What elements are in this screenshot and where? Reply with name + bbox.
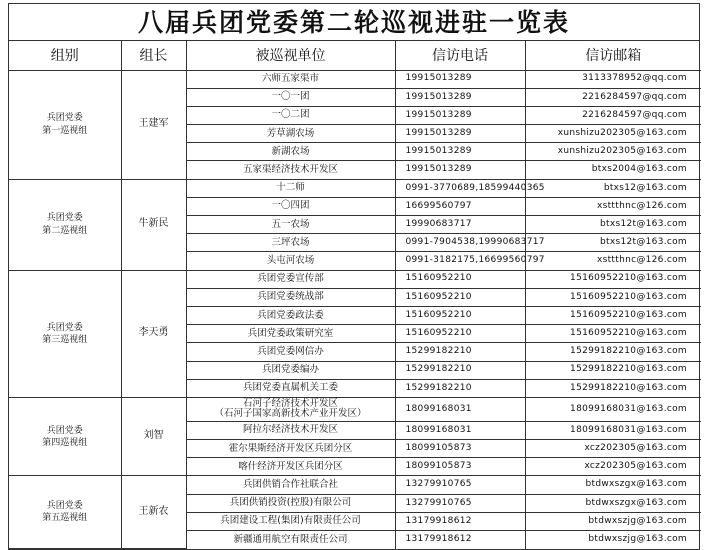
hotline-phone-cell: 16699560797 bbox=[395, 197, 525, 215]
inspected-unit-cell bbox=[186, 70, 395, 88]
group-name-line2: 第四巡视组 bbox=[42, 437, 88, 448]
hotline-phone-cell: 15160952210 bbox=[395, 325, 525, 343]
inspected-unit-cell bbox=[186, 88, 395, 106]
inspected-unit-name: 阿拉尔经济技术开发区 bbox=[242, 424, 338, 436]
group-name-cell bbox=[9, 270, 121, 397]
table-header-row bbox=[9, 41, 701, 70]
hotline-phone-cell: 19915013289 bbox=[395, 88, 525, 106]
inspected-unit-name: 兵团党委网信办 bbox=[257, 345, 324, 357]
hotline-phone-cell: 13279910765 bbox=[395, 476, 525, 494]
inspected-unit-cell bbox=[186, 379, 395, 397]
hotline-email-cell: btxs12t@163.com bbox=[525, 216, 701, 234]
hotline-phone-cell: 15160952210 bbox=[395, 306, 525, 324]
table-row bbox=[9, 70, 701, 88]
hotline-phone-cell: 19915013289 bbox=[395, 125, 525, 143]
inspected-unit-cell bbox=[186, 125, 395, 143]
group-leader-cell: 王建军 bbox=[121, 70, 186, 179]
hotline-phone-cell: 18099105873 bbox=[395, 440, 525, 458]
hotline-phone-cell: 0991-3182175,16699560797 bbox=[395, 252, 525, 270]
hotline-phone-cell: 18099168031 bbox=[395, 421, 525, 439]
inspected-unit-name: 石河子经济技术开发区 bbox=[242, 398, 338, 410]
hotline-email-cell: xcz202305@163.com bbox=[525, 440, 701, 458]
hotline-email-cell: 15160952210@163.com bbox=[525, 325, 701, 343]
group-leader-cell: 王新农 bbox=[121, 476, 186, 549]
hotline-email-cell: 15160952210@163.com bbox=[525, 306, 701, 324]
group-name-line2: 第五巡视组 bbox=[42, 513, 88, 524]
inspected-unit-name: 五家渠经济技术开发区 bbox=[242, 164, 338, 176]
hotline-phone-cell: 15160952210 bbox=[395, 270, 525, 288]
header-leader: 组长 bbox=[121, 41, 186, 70]
inspected-unit-name: 一〇二团 bbox=[271, 109, 310, 121]
hotline-email-cell: xsttthnc@126.com bbox=[525, 252, 701, 270]
inspected-unit-cell bbox=[186, 476, 395, 494]
group-leader-cell: 李天勇 bbox=[121, 270, 186, 397]
table-row bbox=[9, 179, 701, 197]
hotline-email-cell: 15299182210@163.com bbox=[525, 379, 701, 397]
group-name-line1: 兵团党委 bbox=[46, 113, 83, 124]
hotline-phone-cell: 18099105873 bbox=[395, 458, 525, 476]
inspected-unit-cell bbox=[186, 161, 395, 179]
hotline-email-cell: xsttthnc@126.com bbox=[525, 197, 701, 215]
inspected-unit-name: 新疆通用航空有限责任公司 bbox=[233, 533, 348, 545]
hotline-phone-cell: 13179918612 bbox=[395, 531, 525, 549]
group-name-line1: 兵团党委 bbox=[46, 322, 83, 333]
inspected-unit-name: 五一农场 bbox=[271, 218, 310, 230]
hotline-phone-cell: 0991-3770689,18599440365 bbox=[395, 179, 525, 197]
inspected-unit-cell bbox=[186, 397, 395, 421]
hotline-phone-cell: 18099168031 bbox=[395, 397, 525, 421]
hotline-phone-cell: 15299182210 bbox=[395, 379, 525, 397]
inspected-unit-cell bbox=[186, 458, 395, 476]
group-name-cell bbox=[9, 397, 121, 476]
hotline-phone-cell: 19915013289 bbox=[395, 106, 525, 124]
group-name-line1: 兵团党委 bbox=[46, 425, 83, 436]
hotline-email-cell: 18099168031@163.com bbox=[525, 421, 701, 439]
group-name-cell bbox=[9, 70, 121, 179]
inspected-unit-cell bbox=[186, 512, 395, 530]
hotline-email-cell: xunshizu202305@163.com bbox=[525, 125, 701, 143]
header-unit: 被巡视单位 bbox=[186, 41, 395, 70]
hotline-email-cell: btxs2004@163.com bbox=[525, 161, 701, 179]
hotline-phone-cell: 15299182210 bbox=[395, 361, 525, 379]
group-name-cell bbox=[9, 476, 121, 549]
hotline-email-cell: 2216284597@qq.com bbox=[525, 106, 701, 124]
table-row bbox=[9, 397, 701, 421]
inspected-unit-subname: （石河子国家高新技术产业开发区） bbox=[214, 408, 367, 420]
inspected-unit-cell bbox=[186, 234, 395, 252]
inspected-unit-name: 一〇四团 bbox=[271, 200, 310, 212]
inspected-unit-name: 三坪农场 bbox=[271, 236, 310, 248]
group-name-cell bbox=[9, 179, 121, 270]
inspected-unit-cell bbox=[186, 143, 395, 161]
hotline-email-cell: 15160952210@163.com bbox=[525, 288, 701, 306]
inspected-unit-cell bbox=[186, 252, 395, 270]
hotline-phone-cell: 19915013289 bbox=[395, 143, 525, 161]
hotline-email-cell: 15160952210@163.com bbox=[525, 270, 701, 288]
inspected-unit-cell bbox=[186, 197, 395, 215]
inspected-unit-cell bbox=[186, 216, 395, 234]
hotline-email-cell: 18099168031@163.com bbox=[525, 397, 701, 421]
hotline-phone-cell: 0991-7904538,19990683717 bbox=[395, 234, 525, 252]
inspected-unit-name: 兵团党委统战部 bbox=[257, 291, 324, 303]
inspected-unit-name: 六师五家渠市 bbox=[261, 73, 319, 85]
inspected-unit-cell bbox=[186, 440, 395, 458]
hotline-phone-cell: 13179918612 bbox=[395, 512, 525, 530]
hotline-email-cell: xunshizu202305@163.com bbox=[525, 143, 701, 161]
inspected-unit-cell bbox=[186, 494, 395, 512]
hotline-email-cell: 15299182210@163.com bbox=[525, 361, 701, 379]
inspected-unit-name: 兵团党委政策研究室 bbox=[247, 327, 334, 339]
inspected-unit-name: 十二师 bbox=[276, 182, 305, 194]
inspected-unit-name: 兵团党委宣传部 bbox=[257, 273, 324, 285]
inspection-table-sheet bbox=[8, 3, 700, 550]
group-leader-cell: 牛新民 bbox=[121, 179, 186, 270]
hotline-phone-cell: 13279910765 bbox=[395, 494, 525, 512]
group-name-line2: 第一巡视组 bbox=[42, 125, 88, 136]
inspected-unit-cell bbox=[186, 421, 395, 439]
hotline-email-cell: btdwxszgx@163.com bbox=[525, 476, 701, 494]
hotline-email-cell: 15299182210@163.com bbox=[525, 343, 701, 361]
header-phone: 信访电话 bbox=[395, 41, 525, 70]
inspected-unit-cell bbox=[186, 106, 395, 124]
table-body bbox=[9, 70, 701, 549]
hotline-email-cell: xcz202305@163.com bbox=[525, 458, 701, 476]
inspected-unit-name: 兵团党委政法委 bbox=[257, 309, 324, 321]
hotline-email-cell: btdwxszgx@163.com bbox=[525, 494, 701, 512]
inspected-unit-name: 兵团供销合作社联合社 bbox=[242, 479, 338, 491]
header-group: 组别 bbox=[9, 41, 121, 70]
table-row bbox=[9, 270, 701, 288]
group-leader-cell: 刘智 bbox=[121, 397, 186, 476]
hotline-email-cell: btxs12@163.com bbox=[525, 179, 701, 197]
inspected-unit-name: 兵团党委直属机关工委 bbox=[242, 382, 338, 394]
inspected-unit-name: 兵团建设工程(集团)有限责任公司 bbox=[220, 515, 361, 527]
inspected-unit-cell bbox=[186, 270, 395, 288]
inspected-unit-name: 新湖农场 bbox=[271, 145, 310, 157]
hotline-email-cell: 2216284597@qq.com bbox=[525, 88, 701, 106]
inspected-unit-cell bbox=[186, 531, 395, 549]
inspected-unit-name: 芳草湖农场 bbox=[266, 127, 315, 139]
hotline-email-cell: 3113378952@qq.com bbox=[525, 70, 701, 88]
header-email: 信访邮箱 bbox=[525, 41, 701, 70]
inspected-unit-name: 一〇一团 bbox=[271, 91, 310, 103]
inspected-unit-name: 兵团党委编办 bbox=[261, 364, 319, 376]
inspected-unit-cell bbox=[186, 361, 395, 379]
hotline-phone-cell: 15160952210 bbox=[395, 288, 525, 306]
inspection-table bbox=[9, 41, 701, 549]
hotline-email-cell: btdwxszjg@163.com bbox=[588, 534, 687, 545]
hotline-email-cell: btxs12t@163.com bbox=[525, 234, 701, 252]
group-name-line2: 第二巡视组 bbox=[42, 225, 88, 236]
inspected-unit-name: 喀什经济开发区兵团分区 bbox=[238, 460, 343, 472]
hotline-phone-cell: 19915013289 bbox=[395, 161, 525, 179]
inspected-unit-name: 兵团供销投资(控股)有限公司 bbox=[229, 497, 352, 509]
group-name-line1: 兵团党委 bbox=[46, 501, 83, 512]
inspected-unit-name: 霍尔果斯经济开发区兵团分区 bbox=[228, 442, 353, 454]
hotline-phone-cell: 15299182210 bbox=[395, 343, 525, 361]
inspected-unit-cell bbox=[186, 288, 395, 306]
inspected-unit-cell bbox=[186, 343, 395, 361]
inspected-unit-cell bbox=[186, 325, 395, 343]
group-name-line1: 兵团党委 bbox=[46, 213, 83, 224]
table-row bbox=[9, 476, 701, 494]
page-title: 八届兵团党委第二轮巡视进驻一览表 bbox=[9, 4, 699, 41]
hotline-phone-cell: 19915013289 bbox=[395, 70, 525, 88]
hotline-phone-cell: 19990683717 bbox=[395, 216, 525, 234]
hotline-email-cell: btdwxszjg@163.com bbox=[525, 512, 701, 530]
inspected-unit-cell bbox=[186, 306, 395, 324]
inspected-unit-cell bbox=[186, 179, 395, 197]
group-name-line2: 第三巡视组 bbox=[42, 334, 88, 345]
inspected-unit-name: 头屯河农场 bbox=[266, 254, 315, 266]
